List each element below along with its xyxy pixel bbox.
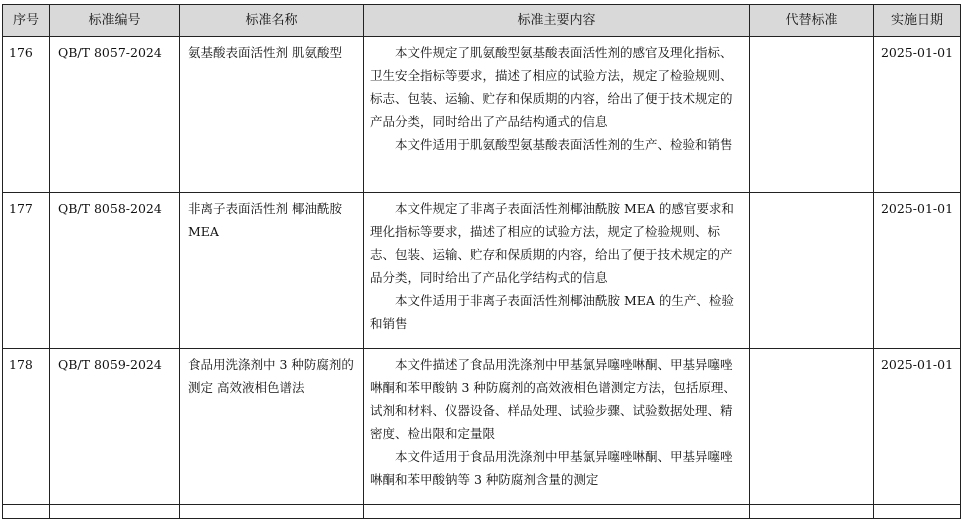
cell-replace xyxy=(750,193,874,349)
cell-empty xyxy=(180,505,364,519)
cell-date: 2025-01-01 xyxy=(874,193,961,349)
cell-seq: 178 xyxy=(3,349,50,505)
cell-replace xyxy=(750,37,874,193)
cell-seq: 176 xyxy=(3,37,50,193)
standards-table xyxy=(2,4,961,519)
table-header-row xyxy=(3,5,961,37)
content-paragraph: 本文件规定了非离子表面活性剂椰油酰胺 MEA 的感官要求和理化指标等要求，描述了相应的试验方法，规定了检验规则、标志、包装、运输、贮存和保质期的内容，给出了便于技术规定的产品分类，同时给出了产品化学结构式的信息 xyxy=(370,201,734,285)
cell-date: 2025-01-01 xyxy=(874,37,961,193)
table-row xyxy=(3,349,961,505)
cell-seq: 177 xyxy=(3,193,50,349)
cell-empty xyxy=(3,505,50,519)
table-row-partial xyxy=(3,505,961,519)
content-paragraph: 本文件适用于肌氨酸型氨基酸表面活性剂的生产、检验和销售 xyxy=(395,137,733,152)
header-name: 标准名称 xyxy=(180,5,364,37)
cell-content xyxy=(364,37,750,193)
header-date: 实施日期 xyxy=(874,5,961,37)
cell-name: 食品用洗涤剂中 3 种防腐剂的测定 高效液相色谱法 xyxy=(180,349,364,505)
cell-name: 非离子表面活性剂 椰油酰胺 MEA xyxy=(180,193,364,349)
cell-content xyxy=(364,349,750,505)
cell-empty xyxy=(364,505,750,519)
header-content: 标准主要内容 xyxy=(364,5,750,37)
content-paragraph: 本文件描述了食品用洗涤剂中甲基氯异噻唑啉酮、甲基异噻唑啉酮和苯甲酸钠 3 种防腐剂的高效液相色谱测定方法，包括原理、试剂和材料、仪器设备、样品处理、试验步骤、试验数据处理、精密度、检出限和定量限 xyxy=(370,357,736,441)
cell-empty xyxy=(874,505,961,519)
header-replace: 代替标准 xyxy=(750,5,874,37)
content-paragraph: 本文件适用于非离子表面活性剂椰油酰胺 MEA 的生产、检验和销售 xyxy=(370,293,734,331)
table-row xyxy=(3,193,961,349)
table-row xyxy=(3,37,961,193)
header-code: 标准编号 xyxy=(50,5,180,37)
cell-empty xyxy=(750,505,874,519)
cell-date: 2025-01-01 xyxy=(874,349,961,505)
cell-name: 氨基酸表面活性剂 肌氨酸型 xyxy=(180,37,364,193)
cell-code: QB/T 8057-2024 xyxy=(50,37,180,193)
content-paragraph: 本文件规定了肌氨酸型氨基酸表面活性剂的感官及理化指标、卫生安全指标等要求，描述了相应的试验方法，规定了检验规则、标志、包装、运输、贮存和保质期的内容，给出了便于技术规定的产品分类，同时给出了产品结构通式的信息 xyxy=(370,45,733,129)
cell-code: QB/T 8058-2024 xyxy=(50,193,180,349)
cell-empty xyxy=(50,505,180,519)
content-paragraph: 本文件适用于食品用洗涤剂中甲基氯异噻唑啉酮、甲基异噻唑啉酮和苯甲酸钠等 3 种防腐剂含量的测定 xyxy=(370,449,733,487)
cell-code: QB/T 8059-2024 xyxy=(50,349,180,505)
cell-content xyxy=(364,193,750,349)
cell-replace xyxy=(750,349,874,505)
header-seq: 序号 xyxy=(3,5,50,37)
